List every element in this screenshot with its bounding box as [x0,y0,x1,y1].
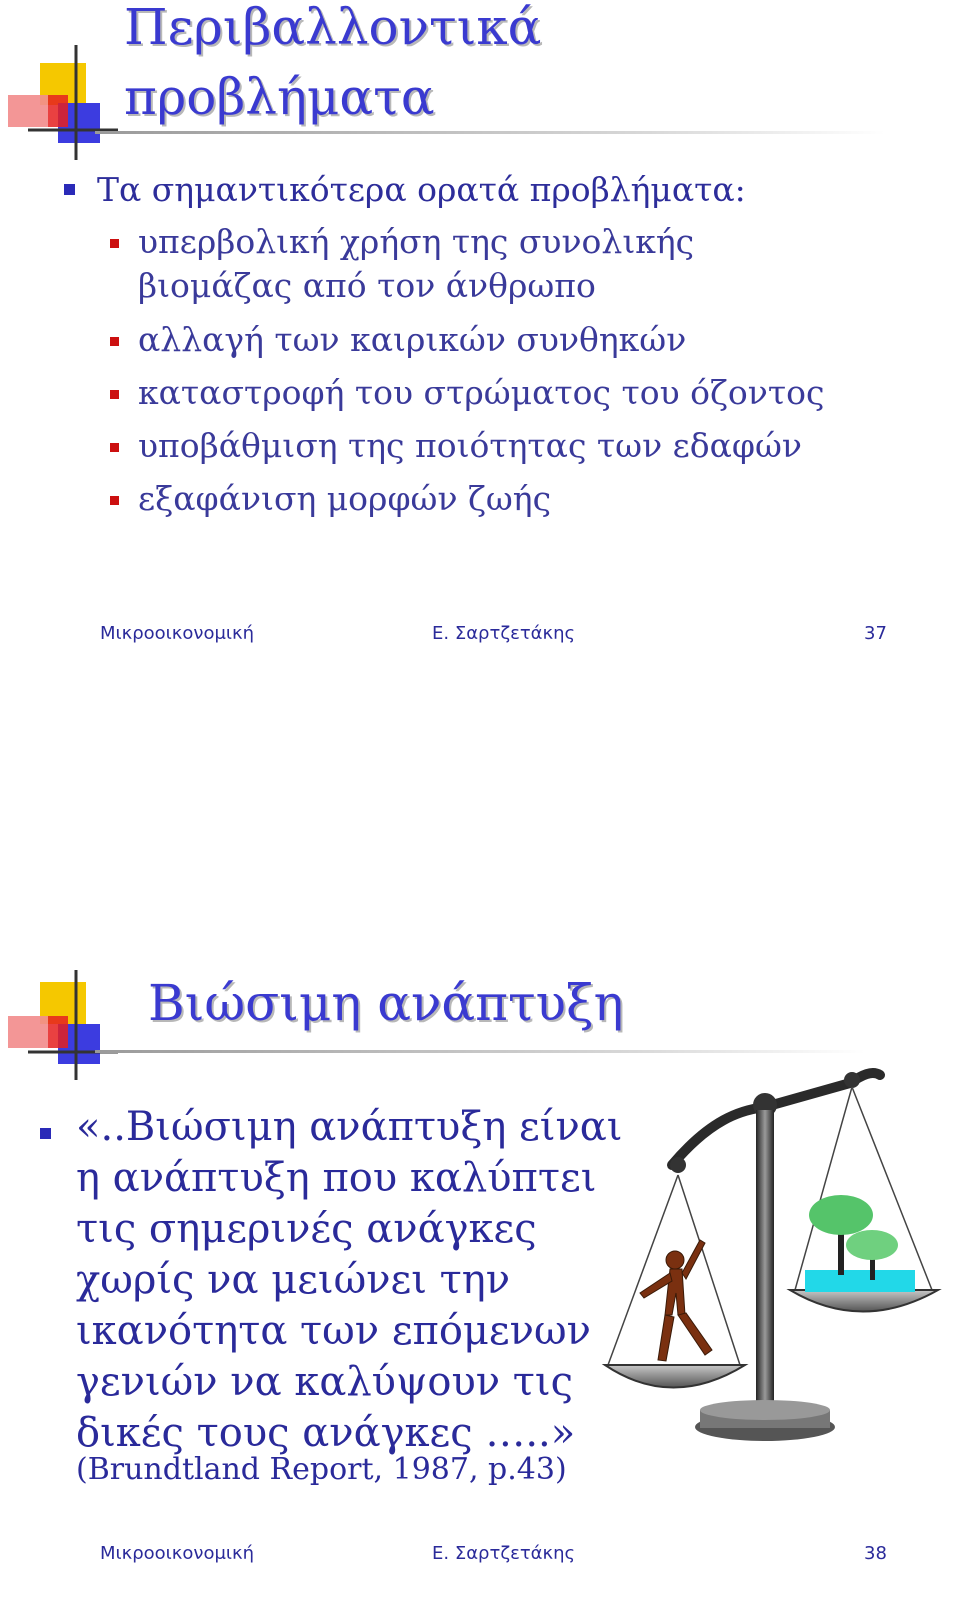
footer-author: Ε. Σαρτζετάκης [432,623,576,644]
slide-logo-icon [8,45,118,160]
sub-bullet-text: υπερβολική χρήση της συνολικής βιομάζας από τον άνθρωπο [138,222,695,305]
slide-title-line-2: προβλήματα [124,68,435,126]
slide-title-line-1: Περιβαλλοντικά [124,0,542,56]
footer-page-number: 37 [864,623,887,644]
footer-page-number: 38 [864,1543,887,1564]
main-bullet-text: Τα σημαντικότερα ορατά προβλήματα: [97,170,746,209]
sub-bullet-text: εξαφάνιση μορφών ζωής [138,479,552,518]
sub-bullet-text: αλλαγή των καιρικών συνθηκών [138,320,687,359]
title-divider [95,1050,865,1053]
title-divider [95,131,885,134]
bullet-marker [40,1128,51,1139]
bullet-marker [64,184,75,195]
slide-title: Βιώσιμη ανάπτυξη [148,974,624,1032]
balance-scale-icon [600,1065,945,1445]
slide-logo-icon [8,970,118,1085]
sub-bullet-marker [110,337,119,346]
slide-37 [0,0,960,660]
footer-course: Μικροοικονομική [100,623,255,644]
sub-bullet-marker [110,496,119,505]
sub-bullet-text: υποβάθμιση της ποιότητας των εδαφών [138,426,802,465]
sub-bullet-marker [110,239,119,248]
sub-bullet-marker [110,390,119,399]
footer-author: Ε. Σαρτζετάκης [432,1543,576,1564]
quote-citation: (Brundtland Report, 1987, p.43) [76,1452,567,1487]
quote-text: «..Βιώσιμη ανάπτυξη είναι η ανάπτυξη που καλύπτει τις σημερινές ανάγκες χωρίς να μειώνει την ικανότητα των επόμενων γενιών να καλύψουν τις δικές τους ανάγκες …..» [76,1104,623,1456]
footer-course: Μικροοικονομική [100,1543,255,1564]
sub-bullet-text: καταστροφή του στρώματος του όζοντος [138,373,825,412]
sub-bullet-marker [110,443,119,452]
